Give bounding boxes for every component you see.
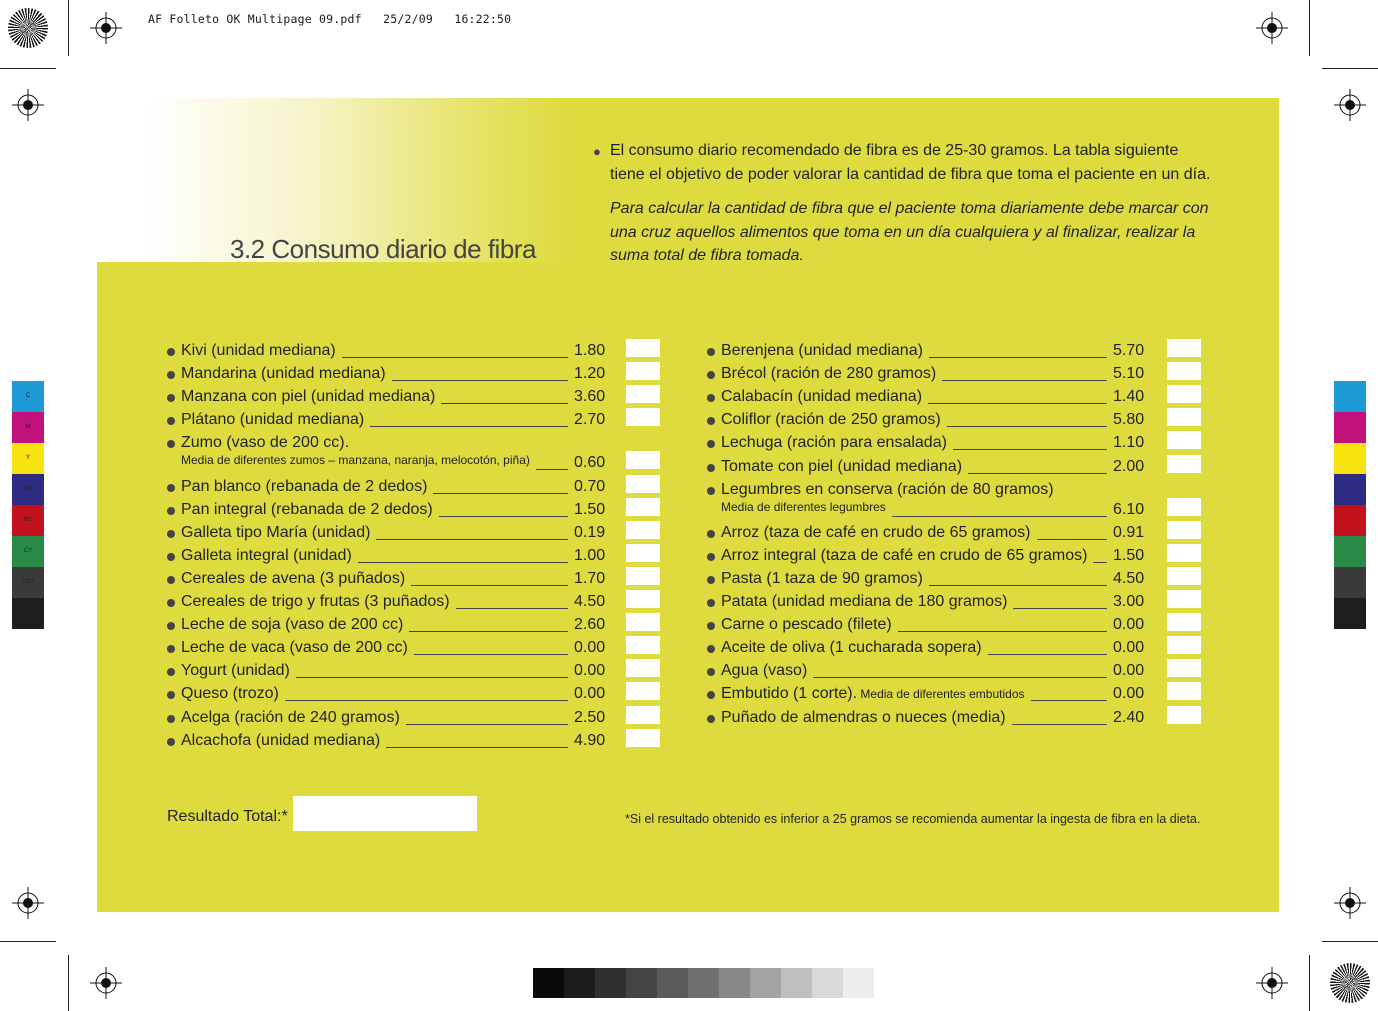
gray-patch	[843, 968, 874, 998]
food-label: Zumo (vaso de 200 cc).	[181, 434, 350, 452]
gray-patch	[781, 968, 812, 998]
leader-line	[1037, 539, 1108, 540]
bullet-icon	[167, 553, 175, 561]
leader-line	[406, 724, 568, 725]
color-patch	[1334, 412, 1366, 443]
bullet-icon	[707, 599, 715, 607]
bullet-icon	[167, 507, 175, 515]
food-label: Puñado de almendras o nueces (media)	[721, 708, 1006, 726]
bullet-icon	[707, 530, 715, 538]
leader-line	[392, 380, 568, 381]
color-patch	[1334, 443, 1366, 474]
registration-crosshair-icon	[12, 887, 44, 919]
color-patch	[1334, 381, 1366, 412]
food-label: Calabacín (unidad mediana)	[721, 388, 923, 406]
leader-line	[892, 516, 1107, 517]
crop-mark	[1322, 68, 1378, 69]
fiber-value: 1.00	[574, 546, 606, 564]
food-label: Manzana con piel (unidad mediana)	[181, 388, 436, 406]
color-patch: Y	[12, 443, 44, 474]
bullet-icon	[167, 576, 175, 584]
leader-line	[1013, 608, 1107, 609]
color-patch: M	[12, 412, 44, 443]
fiber-value: 0.00	[1113, 616, 1145, 634]
food-label: Queso (trozo)	[181, 685, 279, 703]
checkbox[interactable]	[626, 706, 660, 724]
food-label: Cereales de avena (3 puñados)	[181, 569, 406, 587]
color-patch: CM	[12, 474, 44, 505]
leader-line	[953, 449, 1107, 450]
intro-paragraph: El consumo diario recomendado de fibra es de 25-30 gramos. La tabla siguiente tiene el objetivo de poder valorar la cantidad de fibra que toma el paciente en un día.	[610, 142, 1211, 183]
leader-line	[285, 700, 568, 701]
checkbox[interactable]	[626, 498, 660, 516]
bullet-icon	[707, 576, 715, 584]
fiber-value: 4.50	[574, 593, 606, 610]
food-label: Galleta tipo María (unidad)	[181, 523, 371, 541]
food-label: Agua (vaso)	[721, 662, 808, 680]
food-label: Aceite de oliva (1 cucharada sopera)	[721, 639, 982, 657]
leader-line	[370, 426, 568, 427]
page-title: 3.2 Consumo diario de fibra	[230, 234, 536, 264]
leader-line	[433, 493, 568, 494]
registration-crosshair-icon	[1334, 887, 1366, 919]
checkbox[interactable]	[1167, 706, 1201, 724]
fiber-value: 4.90	[574, 731, 606, 749]
leader-line	[456, 608, 568, 609]
fiber-value: 0.00	[1113, 662, 1145, 680]
food-sublabel: Media de diferentes zumos – manzana, naranja, melocotón, piña)	[181, 453, 530, 468]
color-patch	[1334, 598, 1366, 629]
fiber-value: 2.00	[1113, 457, 1145, 475]
food-label: Tomate con piel (unidad mediana)	[721, 457, 963, 475]
fiber-value: 0.19	[574, 523, 606, 541]
fiber-value: 1.80	[574, 342, 606, 359]
food-sublabel: Media de diferentes legumbres	[721, 499, 886, 514]
leader-line	[414, 654, 568, 655]
checkbox[interactable]	[626, 729, 660, 747]
leader-line	[411, 585, 568, 586]
fiber-value: 5.10	[1113, 365, 1145, 383]
food-label: Galleta integral (unidad)	[181, 546, 352, 564]
food-label: Coliflor (ración de 250 gramos)	[721, 411, 941, 429]
leader-line	[988, 654, 1107, 655]
gray-patch	[564, 968, 595, 998]
food-label: Patata (unidad mediana de 180 gramos)	[721, 593, 1008, 610]
checkbox[interactable]	[626, 521, 660, 539]
registration-starburst-icon	[1330, 963, 1370, 1003]
color-patch: K	[12, 598, 44, 629]
bullet-icon	[167, 599, 175, 607]
checkbox[interactable]	[1167, 659, 1201, 677]
bullet-icon	[167, 530, 175, 538]
leader-line	[439, 516, 568, 517]
checkbox[interactable]	[1167, 682, 1201, 700]
bullet-icon	[167, 738, 175, 746]
food-label: Pasta (1 taza de 90 gramos)	[721, 569, 923, 587]
checkbox[interactable]	[1167, 339, 1201, 357]
checkbox[interactable]	[626, 590, 660, 608]
checkbox[interactable]	[626, 385, 660, 403]
checkbox[interactable]	[626, 567, 660, 585]
food-label: Brécol (ración de 280 gramos)	[721, 365, 937, 383]
leader-line	[813, 677, 1107, 678]
gray-patch	[595, 968, 626, 998]
fiber-value: 5.80	[1113, 411, 1145, 429]
leader-line	[342, 357, 568, 358]
checkbox[interactable]	[1167, 385, 1201, 403]
food-sublabel: Media de diferentes embutidos	[857, 687, 1025, 702]
leader-line	[409, 631, 568, 632]
food-label: Kivi (unidad mediana)	[181, 342, 336, 359]
registration-crosshair-icon	[90, 967, 122, 999]
fiber-value: 0.00	[574, 662, 606, 680]
checkbox[interactable]	[626, 408, 660, 426]
bullet-icon	[707, 487, 715, 495]
bullet-icon	[167, 484, 175, 492]
fiber-value: 1.10	[1113, 434, 1145, 452]
color-patch	[1334, 567, 1366, 598]
checkbox[interactable]	[626, 544, 660, 562]
bullet-icon	[707, 715, 715, 723]
leader-line	[968, 473, 1107, 474]
leader-line	[942, 380, 1107, 381]
checkbox[interactable]	[626, 362, 660, 380]
fiber-value: 2.60	[574, 616, 606, 634]
food-label: Pan blanco (rebanada de 2 dedos)	[181, 477, 428, 495]
food-label: Alcachofa (unidad mediana)	[181, 731, 381, 749]
color-control-strip	[12, 381, 44, 629]
fiber-value: 0.00	[574, 685, 606, 703]
leader-line	[358, 562, 568, 563]
fiber-value: 1.20	[574, 365, 606, 383]
fiber-value: 2.70	[574, 411, 606, 429]
registration-crosshair-icon	[1256, 967, 1288, 999]
bullet-icon	[707, 348, 715, 356]
checkbox[interactable]	[1167, 431, 1201, 449]
food-label: Acelga (ración de 240 gramos)	[181, 708, 400, 726]
fiber-value: 3.60	[574, 388, 606, 406]
bullet-icon: ●	[593, 144, 601, 159]
food-label: Mandarina (unidad mediana)	[181, 365, 386, 383]
color-patch	[1334, 536, 1366, 567]
food-label: Leche de soja (vaso de 200 cc)	[181, 616, 404, 634]
crop-mark	[1309, 0, 1310, 56]
leader-line	[536, 469, 568, 470]
leader-line	[898, 631, 1107, 632]
checkbox[interactable]	[626, 451, 660, 469]
gray-patch	[750, 968, 781, 998]
fiber-value: 1.50	[1113, 546, 1145, 564]
food-label: Arroz integral (taza de café en crudo de 65 gramos)	[721, 546, 1088, 564]
food-label: Pan integral (rebanada de 2 dedos)	[181, 500, 433, 518]
food-label: Yogurt (unidad)	[181, 662, 290, 680]
registration-crosshair-icon	[12, 89, 44, 121]
registration-crosshair-icon	[1256, 12, 1288, 44]
checkbox[interactable]	[1167, 567, 1201, 585]
checkbox[interactable]	[1167, 498, 1201, 516]
checkbox[interactable]	[626, 659, 660, 677]
checkbox[interactable]	[1167, 613, 1201, 631]
bullet-icon	[167, 715, 175, 723]
intro-text	[593, 139, 1213, 279]
checkbox[interactable]	[1167, 521, 1201, 539]
checkbox[interactable]	[626, 613, 660, 631]
leader-line	[441, 403, 568, 404]
color-patch	[1334, 505, 1366, 536]
leader-line	[1031, 700, 1108, 701]
food-label: Leche de vaca (vaso de 200 cc)	[181, 639, 408, 657]
fiber-value: 2.40	[1113, 708, 1145, 726]
leader-line	[929, 357, 1107, 358]
crop-mark	[68, 955, 69, 1011]
fiber-value: 1.70	[574, 569, 606, 587]
bullet-icon	[167, 348, 175, 356]
fiber-value: 0.00	[574, 639, 606, 657]
gray-patch	[719, 968, 750, 998]
color-patch	[1334, 474, 1366, 505]
checkbox[interactable]	[626, 475, 660, 493]
leader-line	[296, 677, 568, 678]
gray-patch	[533, 968, 564, 998]
checkbox[interactable]	[626, 682, 660, 700]
registration-crosshair-icon	[90, 12, 122, 44]
leader-line	[1093, 562, 1107, 563]
food-label: Berenjena (unidad mediana)	[721, 342, 923, 359]
fiber-value: 2.50	[574, 708, 606, 726]
food-label: Lechuga (ración para ensalada)	[721, 434, 947, 452]
bullet-icon	[707, 464, 715, 472]
color-patch: CMY	[12, 567, 44, 598]
gray-patch	[626, 968, 657, 998]
food-label: Arroz (taza de café en crudo de 65 gramos)	[721, 523, 1031, 541]
fiber-value: 0.70	[574, 477, 606, 495]
color-patch: MY	[12, 505, 44, 536]
fiber-value: 1.40	[1113, 388, 1145, 406]
checkbox[interactable]	[1167, 636, 1201, 654]
crop-mark	[68, 0, 69, 56]
registration-starburst-icon	[8, 8, 48, 48]
checkbox[interactable]	[1167, 455, 1201, 473]
bullet-icon	[707, 553, 715, 561]
leader-line	[376, 539, 568, 540]
gray-patch	[812, 968, 843, 998]
crop-mark	[1309, 955, 1310, 1011]
crop-mark	[0, 941, 56, 942]
checkbox[interactable]	[1167, 362, 1201, 380]
total-label: Resultado Total:*	[167, 808, 288, 825]
checkbox[interactable]	[1167, 590, 1201, 608]
leader-line	[947, 426, 1107, 427]
food-label: Plátano (unidad mediana)	[181, 411, 365, 429]
leader-line	[1012, 724, 1107, 725]
crop-mark	[0, 68, 56, 69]
gray-scale-strip	[533, 968, 874, 998]
instructions-paragraph: Para calcular la cantidad de fibra que el paciente toma diariamente debe marcar con una cruz aquellos alimentos que toma en un día cualquiera y al finalizar, realizar la suma total de fibra tomada.	[610, 200, 1209, 264]
color-patch: CY	[12, 536, 44, 567]
fiber-value: 3.00	[1113, 593, 1145, 610]
food-label: Carne o pescado (filete)	[721, 616, 892, 634]
food-label: Legumbres en conserva (ración de 80 gramos)	[721, 480, 1054, 498]
fiber-value: 4.50	[1113, 569, 1145, 587]
fiber-value: 0.00	[1113, 639, 1145, 657]
fiber-value: 5.70	[1113, 342, 1145, 359]
crop-mark	[1322, 941, 1378, 942]
fiber-value: 0.91	[1113, 523, 1145, 541]
color-patch: C	[12, 381, 44, 412]
leader-line	[386, 747, 568, 748]
gray-patch	[688, 968, 719, 998]
print-header: AF Folleto OK Multipage 09.pdf 25/2/09 16:22:50	[148, 12, 512, 26]
footnote: *Si el resultado obtenido es inferior a 25 gramos se recomienda aumentar la ingesta de fibra en la dieta.	[625, 812, 1201, 826]
checkbox[interactable]	[626, 636, 660, 654]
fiber-value: 6.10	[1113, 500, 1145, 518]
checkbox[interactable]	[1167, 408, 1201, 426]
total-input[interactable]	[293, 796, 477, 831]
leader-line	[928, 403, 1107, 404]
fiber-value: 0.60	[574, 454, 606, 472]
fiber-value: 1.50	[574, 500, 606, 518]
registration-crosshair-icon	[1334, 89, 1366, 121]
checkbox[interactable]	[626, 339, 660, 357]
fiber-value: 0.00	[1113, 685, 1145, 703]
gray-patch	[657, 968, 688, 998]
food-label: Cereales de trigo y frutas (3 puñados)	[181, 593, 450, 610]
checkbox[interactable]	[1167, 544, 1201, 562]
food-label: Embutido (1 corte). Media de diferentes embutidos	[721, 685, 1025, 703]
color-control-strip	[1334, 381, 1366, 629]
leader-line	[929, 585, 1107, 586]
